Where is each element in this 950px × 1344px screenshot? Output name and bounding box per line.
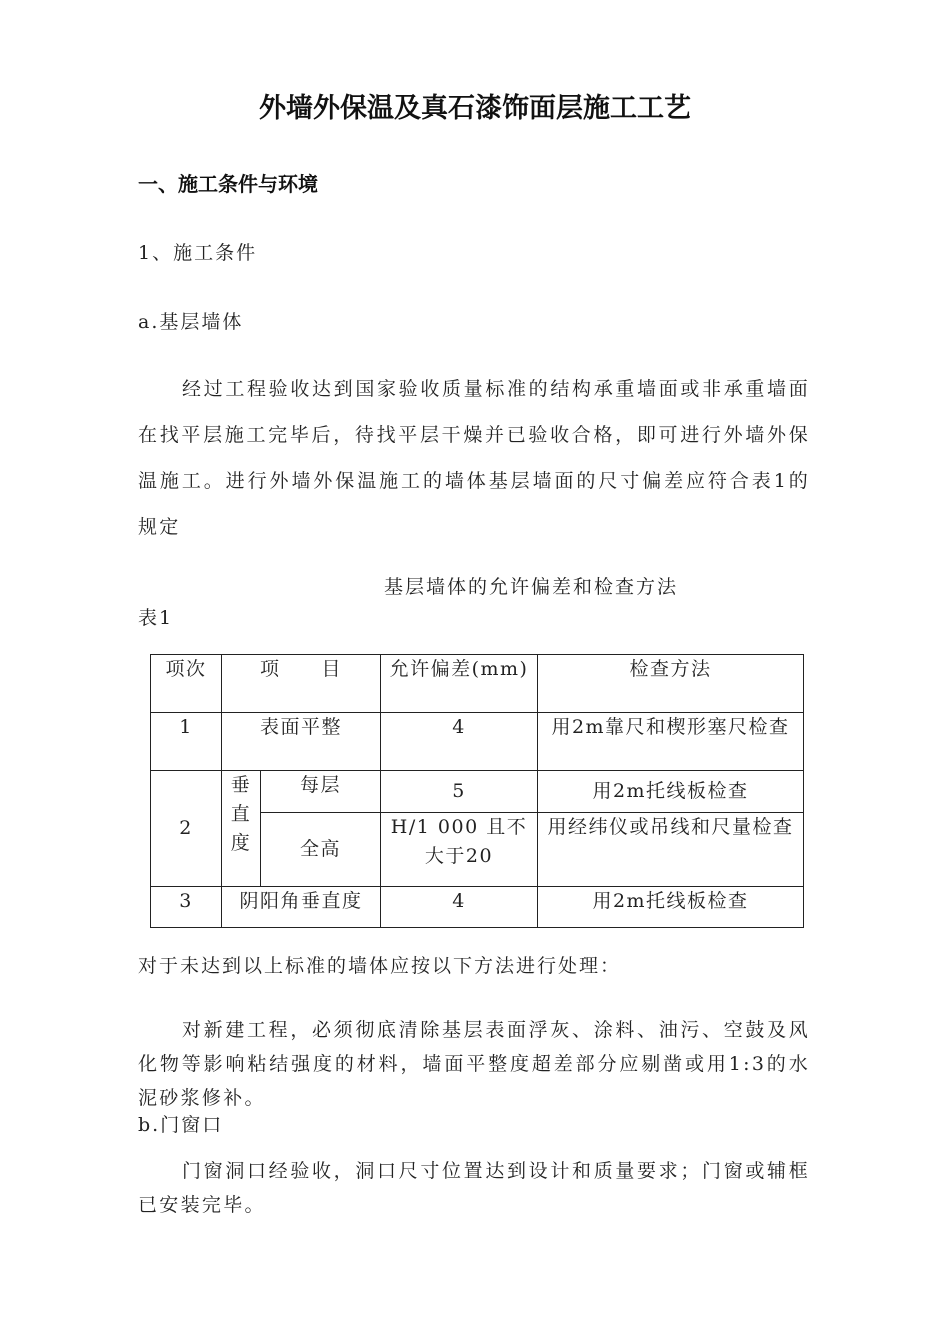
cell-item: 表面平整 bbox=[222, 713, 381, 771]
new-project-paragraph: 对新建工程，必须彻底清除基层表面浮灰、涂料、油污、空鼓及风化物等影响粘结强度的材料，墙面平整度超差部分应剔凿或用1:3的水泥砂浆修补。 bbox=[138, 1019, 810, 1109]
cell-tolerance: 4 bbox=[381, 713, 538, 771]
section-heading: 一、施工条件与环境 bbox=[138, 172, 318, 196]
after-table-text: 对于未达到以上标准的墙体应按以下方法进行处理： bbox=[138, 955, 622, 977]
cell-tolerance: H/1 000 且不大于20 bbox=[381, 813, 538, 887]
cell-seq: 2 bbox=[151, 771, 222, 887]
item-b-heading: b.门窗口 bbox=[138, 1114, 224, 1136]
cell-method: 用2m靠尺和楔形塞尺检查 bbox=[538, 713, 804, 771]
table-label: 表1 bbox=[138, 607, 174, 629]
tolerance-table bbox=[150, 654, 804, 928]
cell-item: 每层 bbox=[261, 771, 381, 813]
table-row bbox=[151, 887, 804, 928]
document-title: 外墙外保温及真石漆饰面层施工工艺 bbox=[259, 93, 691, 124]
header-item: 项 目 bbox=[222, 655, 381, 713]
table-header-row bbox=[151, 655, 804, 713]
cell-method: 用2m托线板检查 bbox=[538, 887, 804, 928]
door-window-paragraph: 门窗洞口经验收，洞口尺寸位置达到设计和质量要求；门窗或辅框已安装完毕。 bbox=[138, 1160, 810, 1216]
cell-method: 用2m托线板检查 bbox=[538, 771, 804, 813]
subsection-heading: 1、施工条件 bbox=[138, 242, 258, 264]
base-wall-paragraph: 经过工程验收达到国家验收质量标准的结构承重墙面或非承重墙面在找平层施工完毕后，待找平层干燥并已验收合格，即可进行外墙外保温施工。进行外墙外保温施工的墙体基层墙面的尺寸偏差应符合表1的规定 bbox=[138, 378, 810, 538]
cell-method: 用经纬仪或吊线和尺量检查 bbox=[538, 813, 804, 887]
cell-tolerance: 4 bbox=[381, 887, 538, 928]
cell-seq: 1 bbox=[151, 713, 222, 771]
item-a-heading: a.基层墙体 bbox=[138, 311, 244, 333]
cell-item: 全高 bbox=[261, 813, 381, 887]
table-caption: 基层墙体的允许偏差和检查方法 bbox=[384, 576, 679, 598]
cell-group-vertical: 垂直度 bbox=[222, 771, 261, 887]
header-seq: 项次 bbox=[151, 655, 222, 713]
table-row bbox=[151, 713, 804, 771]
cell-seq: 3 bbox=[151, 887, 222, 928]
header-tolerance: 允许偏差(mm) bbox=[381, 655, 538, 713]
cell-tolerance: 5 bbox=[381, 771, 538, 813]
header-method: 检查方法 bbox=[538, 655, 804, 713]
table-row bbox=[151, 771, 804, 813]
cell-item: 阴阳角垂直度 bbox=[222, 887, 381, 928]
